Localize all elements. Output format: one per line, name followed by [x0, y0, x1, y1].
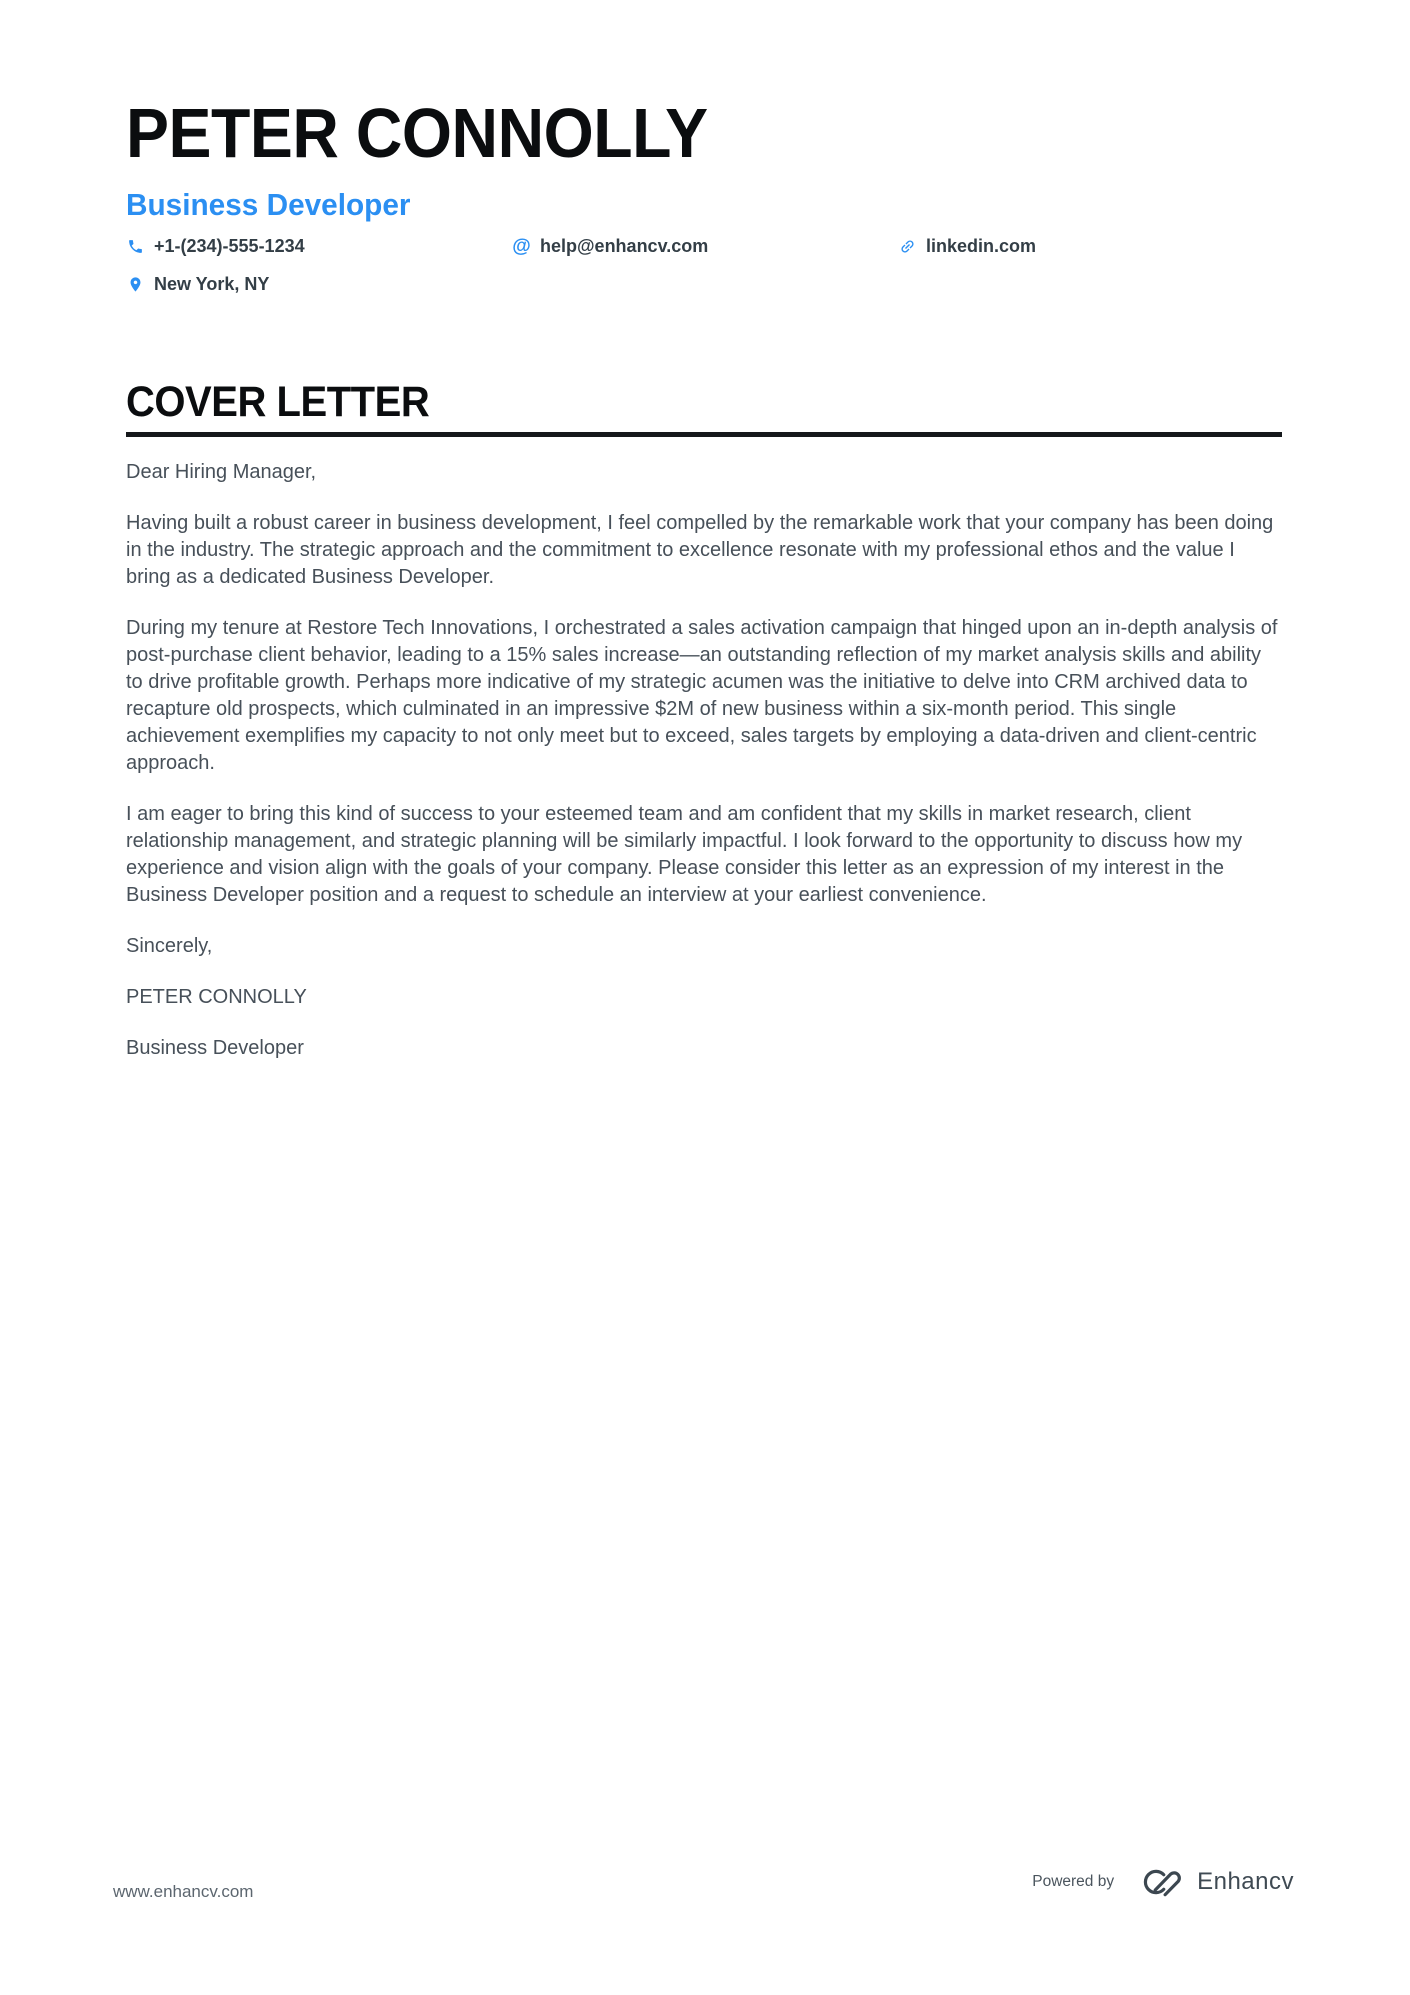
contact-location-text: New York, NY: [154, 274, 270, 294]
contact-info: [126, 236, 1284, 295]
enhancv-logo-icon: [1136, 1866, 1183, 1898]
cover-letter-section: [126, 380, 1282, 437]
signature-title: Business Developer: [126, 1037, 304, 1059]
contact-linkedin-text[interactable]: linkedin.com: [926, 236, 1037, 256]
footer-brand-area: [1032, 1866, 1294, 1898]
letter-closing: Sincerely,: [126, 935, 213, 957]
letter-paragraph-3: I am eager to bring this kind of success to your esteemed team and am confident that my skills in market research, client relationship management, and strategic planning will be similarly impactful. I look forward to the opportunity to discuss how my experience and vision align with the goals of your company. Please consider this letter as an expression of my interest in the Business Developer position and a request to schedule an interview at your earliest convenience.: [126, 803, 1243, 906]
powered-by-label: Powered by: [1032, 1873, 1115, 1890]
phone-icon: [126, 237, 145, 256]
signature-name: PETER CONNOLLY: [126, 986, 307, 1008]
contact-phone-text: +1-(234)-555-1234: [154, 236, 305, 256]
section-underline: [126, 432, 1282, 437]
letter-paragraph-1: Having built a robust career in business development, I feel compelled by the remarkable work that your company has been doing in the industry. The strategic approach and the commitment to excellence resonate with my professional ethos and the value I bring as a dedicated Business Developer.: [126, 512, 1274, 588]
enhancv-wordmark: Enhancv: [1197, 1868, 1294, 1895]
contact-email-text[interactable]: help@enhancv.com: [540, 236, 709, 256]
candidate-name: PETER CONNOLLY: [126, 94, 708, 172]
contact-phone: [126, 236, 512, 257]
footer-website-link[interactable]: www.enhancv.com: [113, 1882, 254, 1901]
section-title: COVER LETTER: [126, 378, 430, 426]
letter-salutation: Dear Hiring Manager,: [126, 461, 317, 483]
letter-body: [126, 459, 1282, 1086]
contact-location: [126, 274, 512, 295]
letter-paragraph-2: During my tenure at Restore Tech Innovations, I orchestrated a sales activation campaign that hinged upon an in-depth analysis of post-purchase client behavior, leading to a 15% sales increase—an outstanding reflection of my market analysis skills and ability to drive profitable growth. Perhaps more indicative of my strategic acumen was the initiative to delve into CRM archived data to recapture old prospects, which culminated in an impressive $2M of new business within a six-month period. This single achievement exemplifies my capacity to not only meet but to exceed, sales targets by employing a data-driven and client-centric approach.: [126, 617, 1278, 774]
at-icon: @: [512, 236, 531, 257]
enhancv-brand-link[interactable]: [1136, 1866, 1294, 1898]
location-icon: [126, 275, 145, 294]
link-icon: [898, 237, 917, 256]
contact-email[interactable]: [512, 236, 898, 257]
candidate-job-title: Business Developer: [126, 187, 411, 222]
contact-linkedin[interactable]: [898, 236, 1284, 257]
